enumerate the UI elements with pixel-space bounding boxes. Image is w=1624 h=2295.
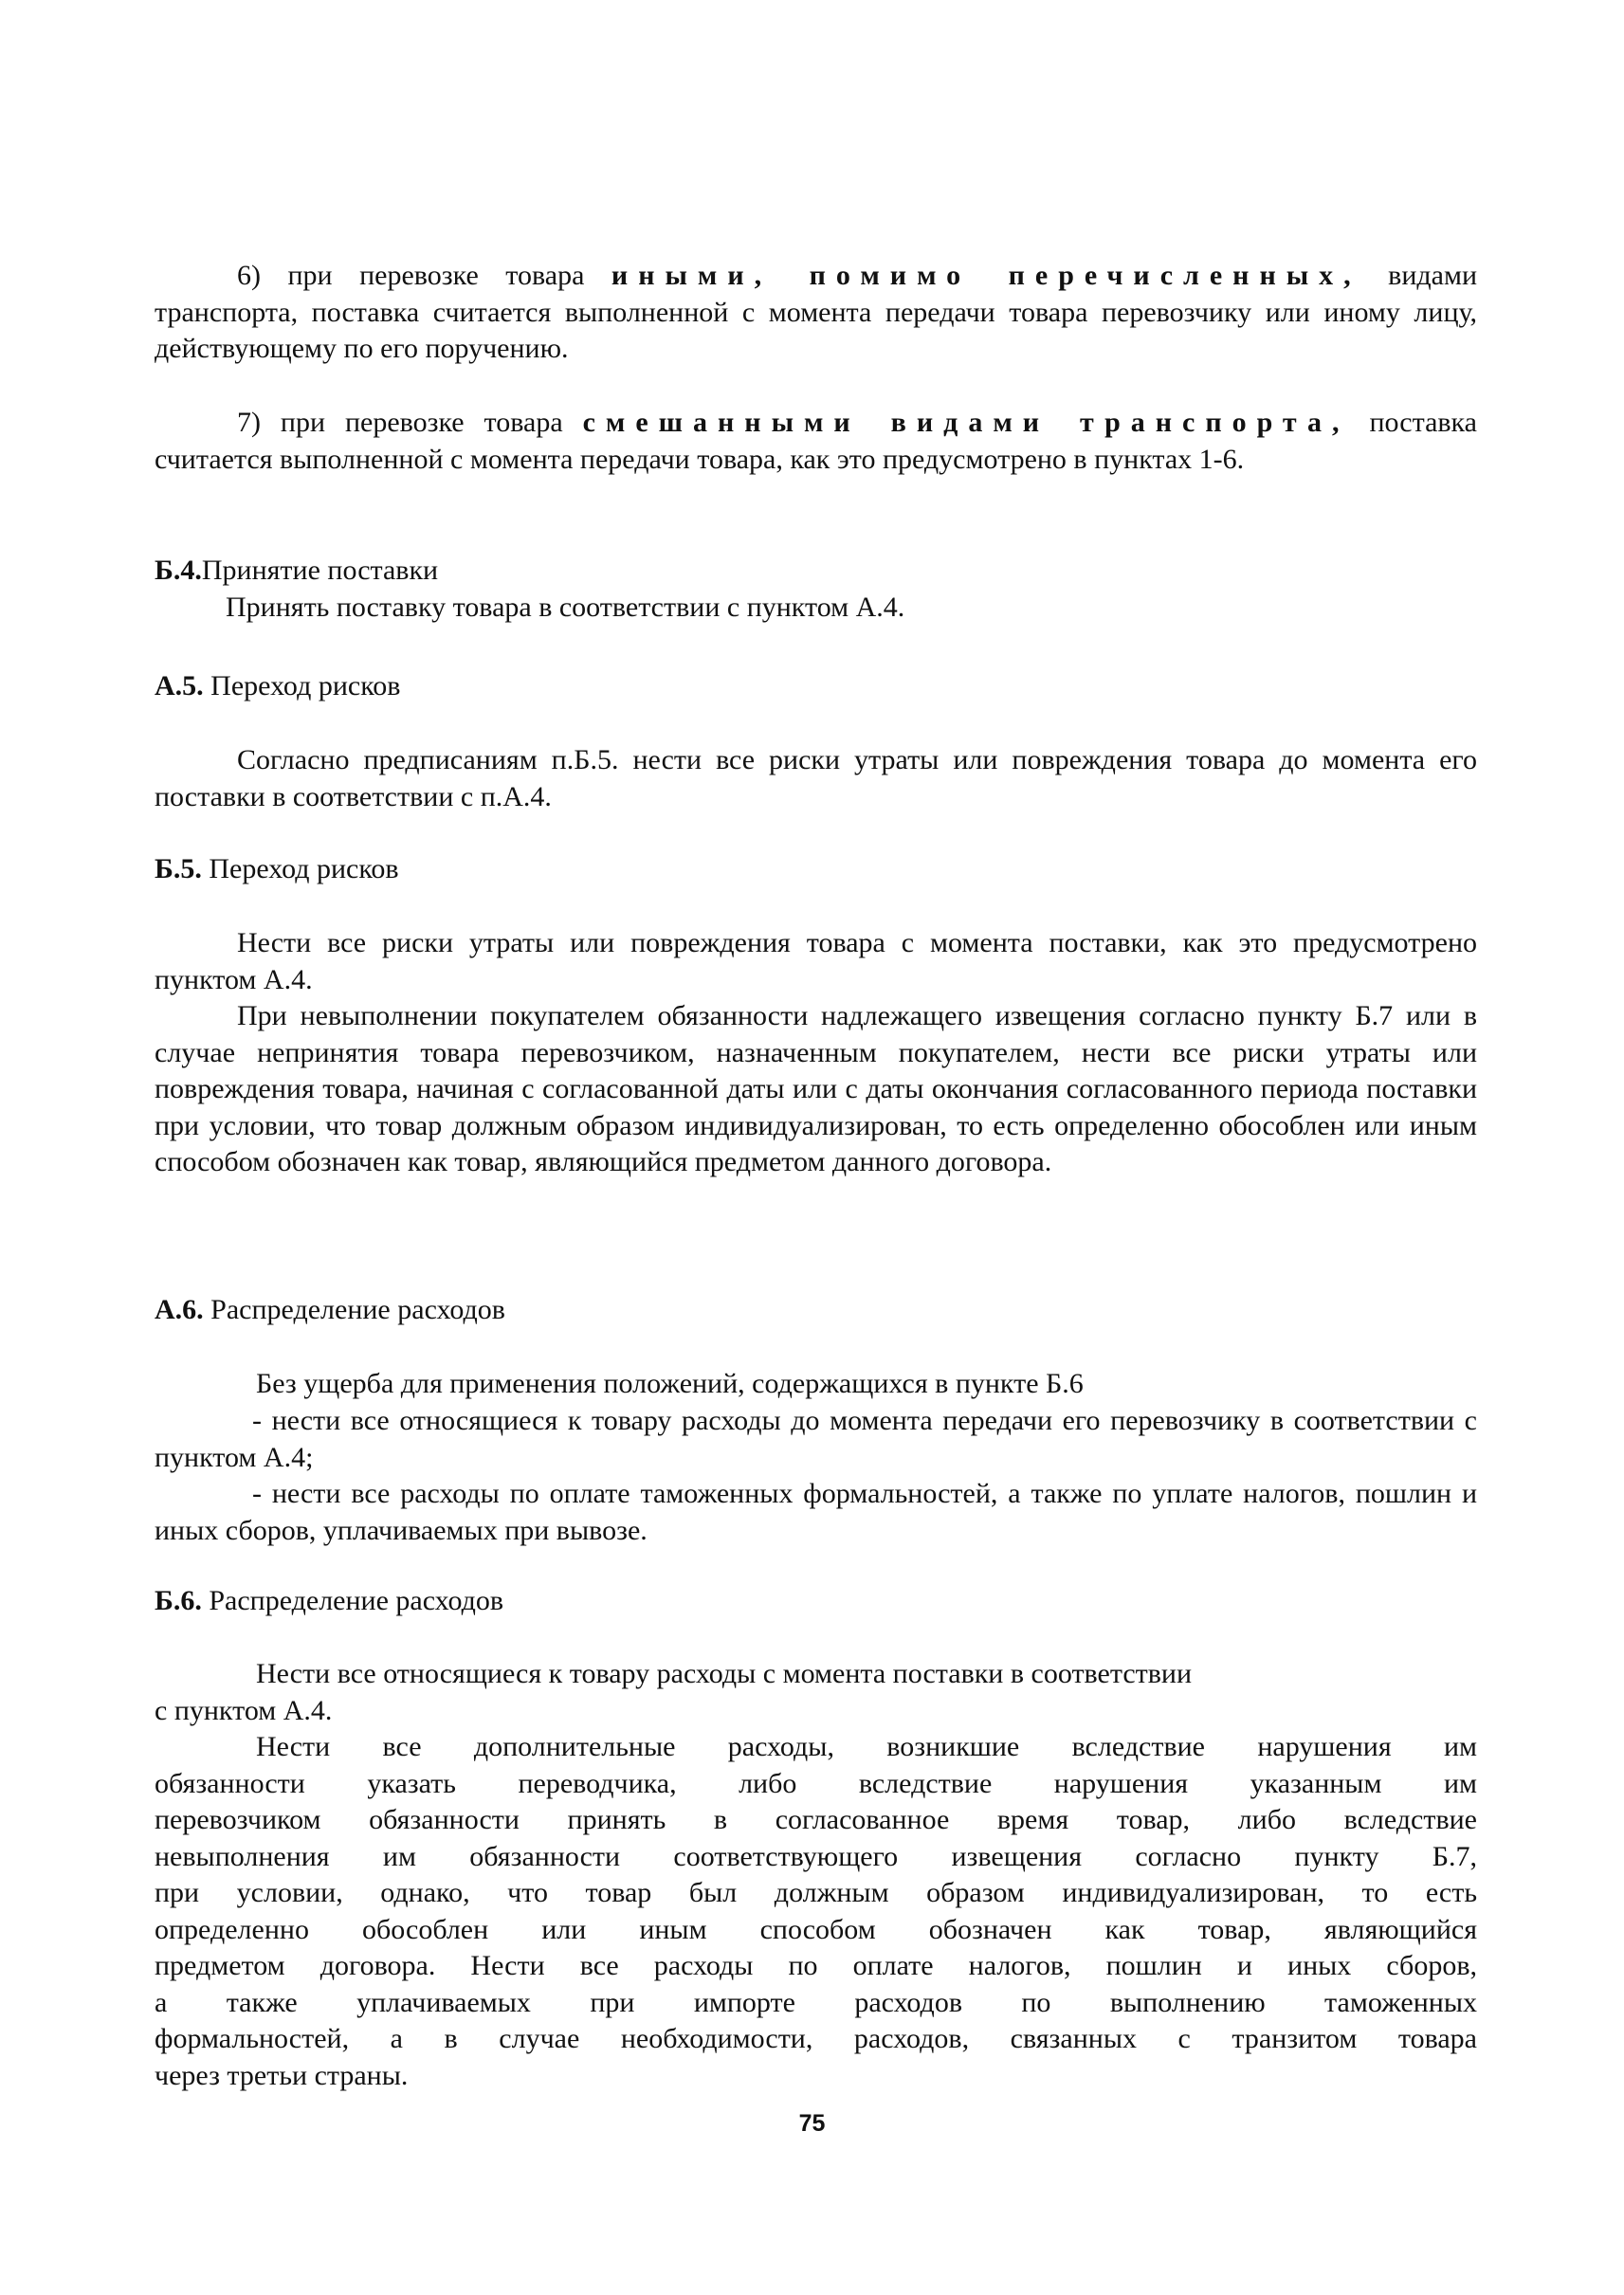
section-b6-text-2-line: обязанности указать переводчика, либо вследствие нарушения указанным им bbox=[155, 1767, 1477, 1799]
section-a6-number: А.6. bbox=[155, 1294, 204, 1325]
paragraph-6-lead: 6) при перевозке товара bbox=[237, 260, 611, 291]
section-b4-number: Б.4. bbox=[155, 555, 202, 586]
paragraph-6 bbox=[155, 258, 1477, 368]
section-b6-text-2 bbox=[155, 1729, 1477, 2094]
section-b4-text: Принять поставку товара в соответствии с пунктом А.4. bbox=[226, 592, 905, 623]
section-b6-text-1-line-1: Нести все относящиеся к товару расходы с момента поставки в соответствии bbox=[256, 1658, 1193, 1689]
section-b6-text-1-line-2: с пунктом А.4. bbox=[155, 1694, 333, 1726]
section-b6-text-2-line: через третьи страны. bbox=[155, 2059, 409, 2091]
section-b4-heading bbox=[155, 553, 438, 589]
section-b6-text-2-line: определенно обособлен или иным способом обозначен как товар, являющийся bbox=[155, 1913, 1477, 1945]
section-b6-text-2-line: невыполнения им обязанности соответствующего извещения согласно пункту Б.7, bbox=[155, 1840, 1477, 1872]
section-b5-title: Переход рисков bbox=[201, 853, 399, 884]
section-b6-text-2-line: предметом договора. Нести все расходы по оплате налогов, пошлин и иных сборов, bbox=[155, 1950, 1477, 1981]
section-b6-text-2-line: перевозчиком обязанности принять в согласованное время товар, либо вследствие bbox=[155, 1804, 1477, 1835]
paragraph-6-emphasis: иными, помимо перечисленных, bbox=[611, 260, 1361, 291]
paragraph-7 bbox=[155, 405, 1477, 478]
section-b4-title: Принятие поставки bbox=[201, 555, 439, 586]
section-a5-heading bbox=[155, 668, 400, 704]
paragraph-6-rest: видами транспорта, поставка считается выполненной с момента передачи товара перевозчику или иному лицу, действующему по его поручению. bbox=[155, 260, 1478, 364]
section-b6-heading bbox=[155, 1583, 503, 1619]
section-b6-text-2-line: при условии, однако, что товар был должным образом индивидуализирован, то есть bbox=[155, 1877, 1477, 1908]
section-b5-number: Б.5. bbox=[155, 853, 202, 884]
section-a6-text-3: - нести все расходы по оплате таможенных формальностей, а также по уплате налогов, пошлин и иных сборов, уплачиваемых при вывозе. bbox=[155, 1478, 1477, 1546]
section-a6-text-2: - нести все относящиеся к товару расходы до момента передачи его перевозчику в соответствии с пунктом А.4; bbox=[155, 1405, 1477, 1473]
section-a5-title: Переход рисков bbox=[203, 670, 401, 701]
section-a6-title: Распределение расходов bbox=[203, 1294, 505, 1325]
section-b5-text-2: При невыполнении покупателем обязанности надлежащего извещения согласно пункту Б.7 или в случае непринятия товара перевозчиком, назначенным покупателем, нести все риски утраты или повреждения товара, начиная с согласованной даты или с даты окончания согласованного периода поставки при условии, что товар должным образом индивидуализирован, то есть определенно обособлен или иным способом обозначен как товар, являющийся предметом данного договора. bbox=[155, 1000, 1477, 1177]
paragraph-7-lead: 7) при перевозке товара bbox=[237, 407, 583, 438]
section-b6-number: Б.6. bbox=[155, 1585, 202, 1616]
section-b6-text-1 bbox=[155, 1656, 1477, 1729]
section-a5-number: А.5. bbox=[155, 670, 204, 701]
section-b6-title: Распределение расходов bbox=[201, 1585, 504, 1616]
section-b6-text-2-line: формальностей, а в случае необходимости, расходов, связанных с транзитом товара bbox=[155, 2023, 1477, 2054]
paragraph-7-emphasis: смешанными видами транспорта, bbox=[582, 407, 1350, 438]
page-number: 75 bbox=[798, 2110, 826, 2137]
paragraph-7-rest: поставка считается выполненной с момента передачи товара, как это предусмотрено в пунктах 1-6. bbox=[155, 407, 1477, 475]
section-a6-text-1: Без ущерба для применения положений, содержащихся в пункте Б.6 bbox=[256, 1368, 1084, 1399]
section-b6-text-2-line: а также уплачиваемых при импорте расходов по выполнению таможенных bbox=[155, 1986, 1477, 2018]
section-a5-text: Согласно предписаниям п.Б.5. нести все риски утраты или повреждения товара до момента его поставки в соответствии с п.А.4. bbox=[155, 744, 1477, 812]
section-b5-heading bbox=[155, 851, 399, 887]
section-a6-heading bbox=[155, 1292, 505, 1328]
section-b6-text-2-line: Нести все дополнительные расходы, возникшие вследствие нарушения им bbox=[256, 1731, 1477, 1762]
section-b5-text-1: Нести все риски утраты или повреждения товара с момента поставки, как это предусмотрено пунктом А.4. bbox=[155, 927, 1477, 995]
